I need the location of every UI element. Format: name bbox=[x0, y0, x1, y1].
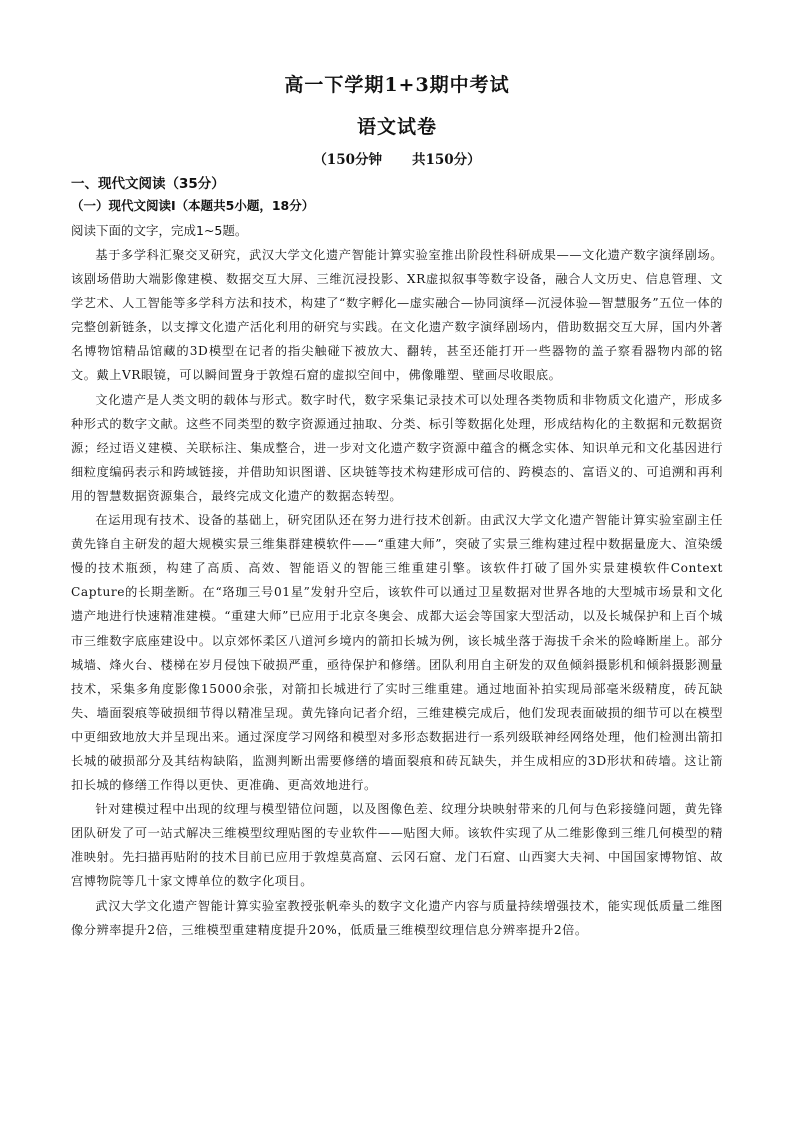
exam-duration-score bbox=[0, 148, 794, 168]
section-instruction: 阅读下面的文字，完成1~5题。 bbox=[71, 223, 248, 238]
section-subheading: （一）现代文阅读I（本题共5小题，18分） bbox=[71, 198, 315, 213]
exam-title: 高一下学期1+3期中考试 bbox=[284, 74, 510, 96]
paragraph-4: 针对建模过程中出现的纹理与模型错位问题，以及图像色差、纹理分块映射带来的几何与色彩接缝问题，黄先锋团队研发了可一站式解决三维模型纹理贴图的专业软件——贴图大师。该软件实现了从二维影像到三维几何模型的精准映射。先扫描再贴附的技术目前已应用于敦煌莫高窟、云冈石窟、龙门石窟、山西窦大夫祠、中国国家博物馆、故宫博物院等几十家文博单位的数字化项目。 bbox=[71, 802, 723, 889]
paragraph-3: 在运用现有技术、设备的基础上，研究团队还在努力进行技术创新。由武汉大学文化遗产智能计算实验室副主任黄先锋自主研发的超大规模实景三维集群建模软件——“重建大师”，突破了实景三维构建过程中数据量庞大、渲染缓慢的技术瓶颈，构建了高质、高效、智能语义的智能三维重建引擎。该软件打破了国外实景建模软件Context Capture的长期垄断。在“珞珈三号01星”发射升空后，该软件可以通过卫星数据对世界各地的大型城市场景和文化遗产地进行快速精准建模。“重建大师”已应用于北京冬奥会、成都大运会等国家大型活动，以及长城保护和上百个城市三维数字底座建设中。以京郊怀柔区八道河乡境内的箭扣长城为例，该长城坐落于海拔千余米的险峰断崖上。部分城墙、烽火台、楼梯在岁月侵蚀下破损严重，亟待保护和修缮。团队利用自主研发的双鱼倾斜摄影机和倾斜摄影测量技术，采集多角度影像15000余张，对箭扣长城进行了实时三维重建。通过地面补拍实现局部毫米级精度，砖瓦缺失、墙面裂痕等破损细节得以精准呈现。黄先锋向记者介绍，三维建模完成后，他们发现表面破损的细节可以在模型中更细致地放大并呈现出来。通过深度学习网络和模型对多形态数据进行一系列级联神经网络处理，他们检测出箭扣长城的破损部分及其结构缺陷，监测判断出需要修缮的墙面裂痕和砖瓦缺失，并生成相应的3D形状和砖墙。这让箭扣长城的修缮工作得以更快、更准确、更高效地进行。 bbox=[71, 513, 723, 793]
paragraph-2: 文化遗产是人类文明的载体与形式。数字时代，数字采集记录技术可以处理各类物质和非物质文化遗产，形成多种形式的数字文献。这些不同类型的数字资源通过抽取、分类、标引等数据化处理，形成结构化的主数据和元数据资源；经过语义建模、关联标注、集成整合，进一步对文化遗产数字资源中蕴含的概念实体、知识单元和文化基因进行细粒度编码表示和跨域链接，并借助知识图谱、区块链等技术构建形成可信的、跨模态的、富语义的、可追溯和再利用的智慧数据资源集合，最终完成文化遗产的数据态转型。 bbox=[71, 392, 723, 503]
exam-score: 共150分） bbox=[412, 152, 481, 168]
exam-time: （150分钟 bbox=[313, 152, 382, 168]
paragraph-1: 基于多学科汇聚交叉研究，武汉大学文化遗产智能计算实验室推出阶段性科研成果——文化遗产数字演绎剧场。该剧场借助大端影像建模、数据交互大屏、三维沉浸投影、XR虚拟叙事等数字设备，融合人文历史、信息管理、文学艺术、人工智能等多学科方法和技术，构建了“数字孵化—虚实融合—协同演绎—沉浸体验—智慧服务”五位一体的完整创新链条，以支撑文化遗产活化利用的研究与实践。在文化遗产数字演绎剧场内，借助数据交互大屏，国内外著名博物馆精品馆藏的3D模型在记者的指尖触碰下被放大、翻转，甚至还能打开一些器物的盖子察看器物内部的铭文。戴上VR眼镜，可以瞬间置身于敦煌石窟的虚拟空间中，佛像雕塑、壁画尽收眼底。 bbox=[71, 248, 723, 383]
exam-subject: 语文试卷 bbox=[356, 116, 437, 138]
paragraph-5: 武汉大学文化遗产智能计算实验室教授张帆牵头的数字文化遗产内容与质量持续增强技术，能实现低质量二维图像分辨率提升2倍，三维模型重建精度提升20%，低质量三维模型纹理信息分辨率提升2倍。 bbox=[71, 898, 723, 937]
reading-passage bbox=[71, 243, 723, 942]
section-heading: 一、现代文阅读（35分） bbox=[71, 176, 225, 192]
